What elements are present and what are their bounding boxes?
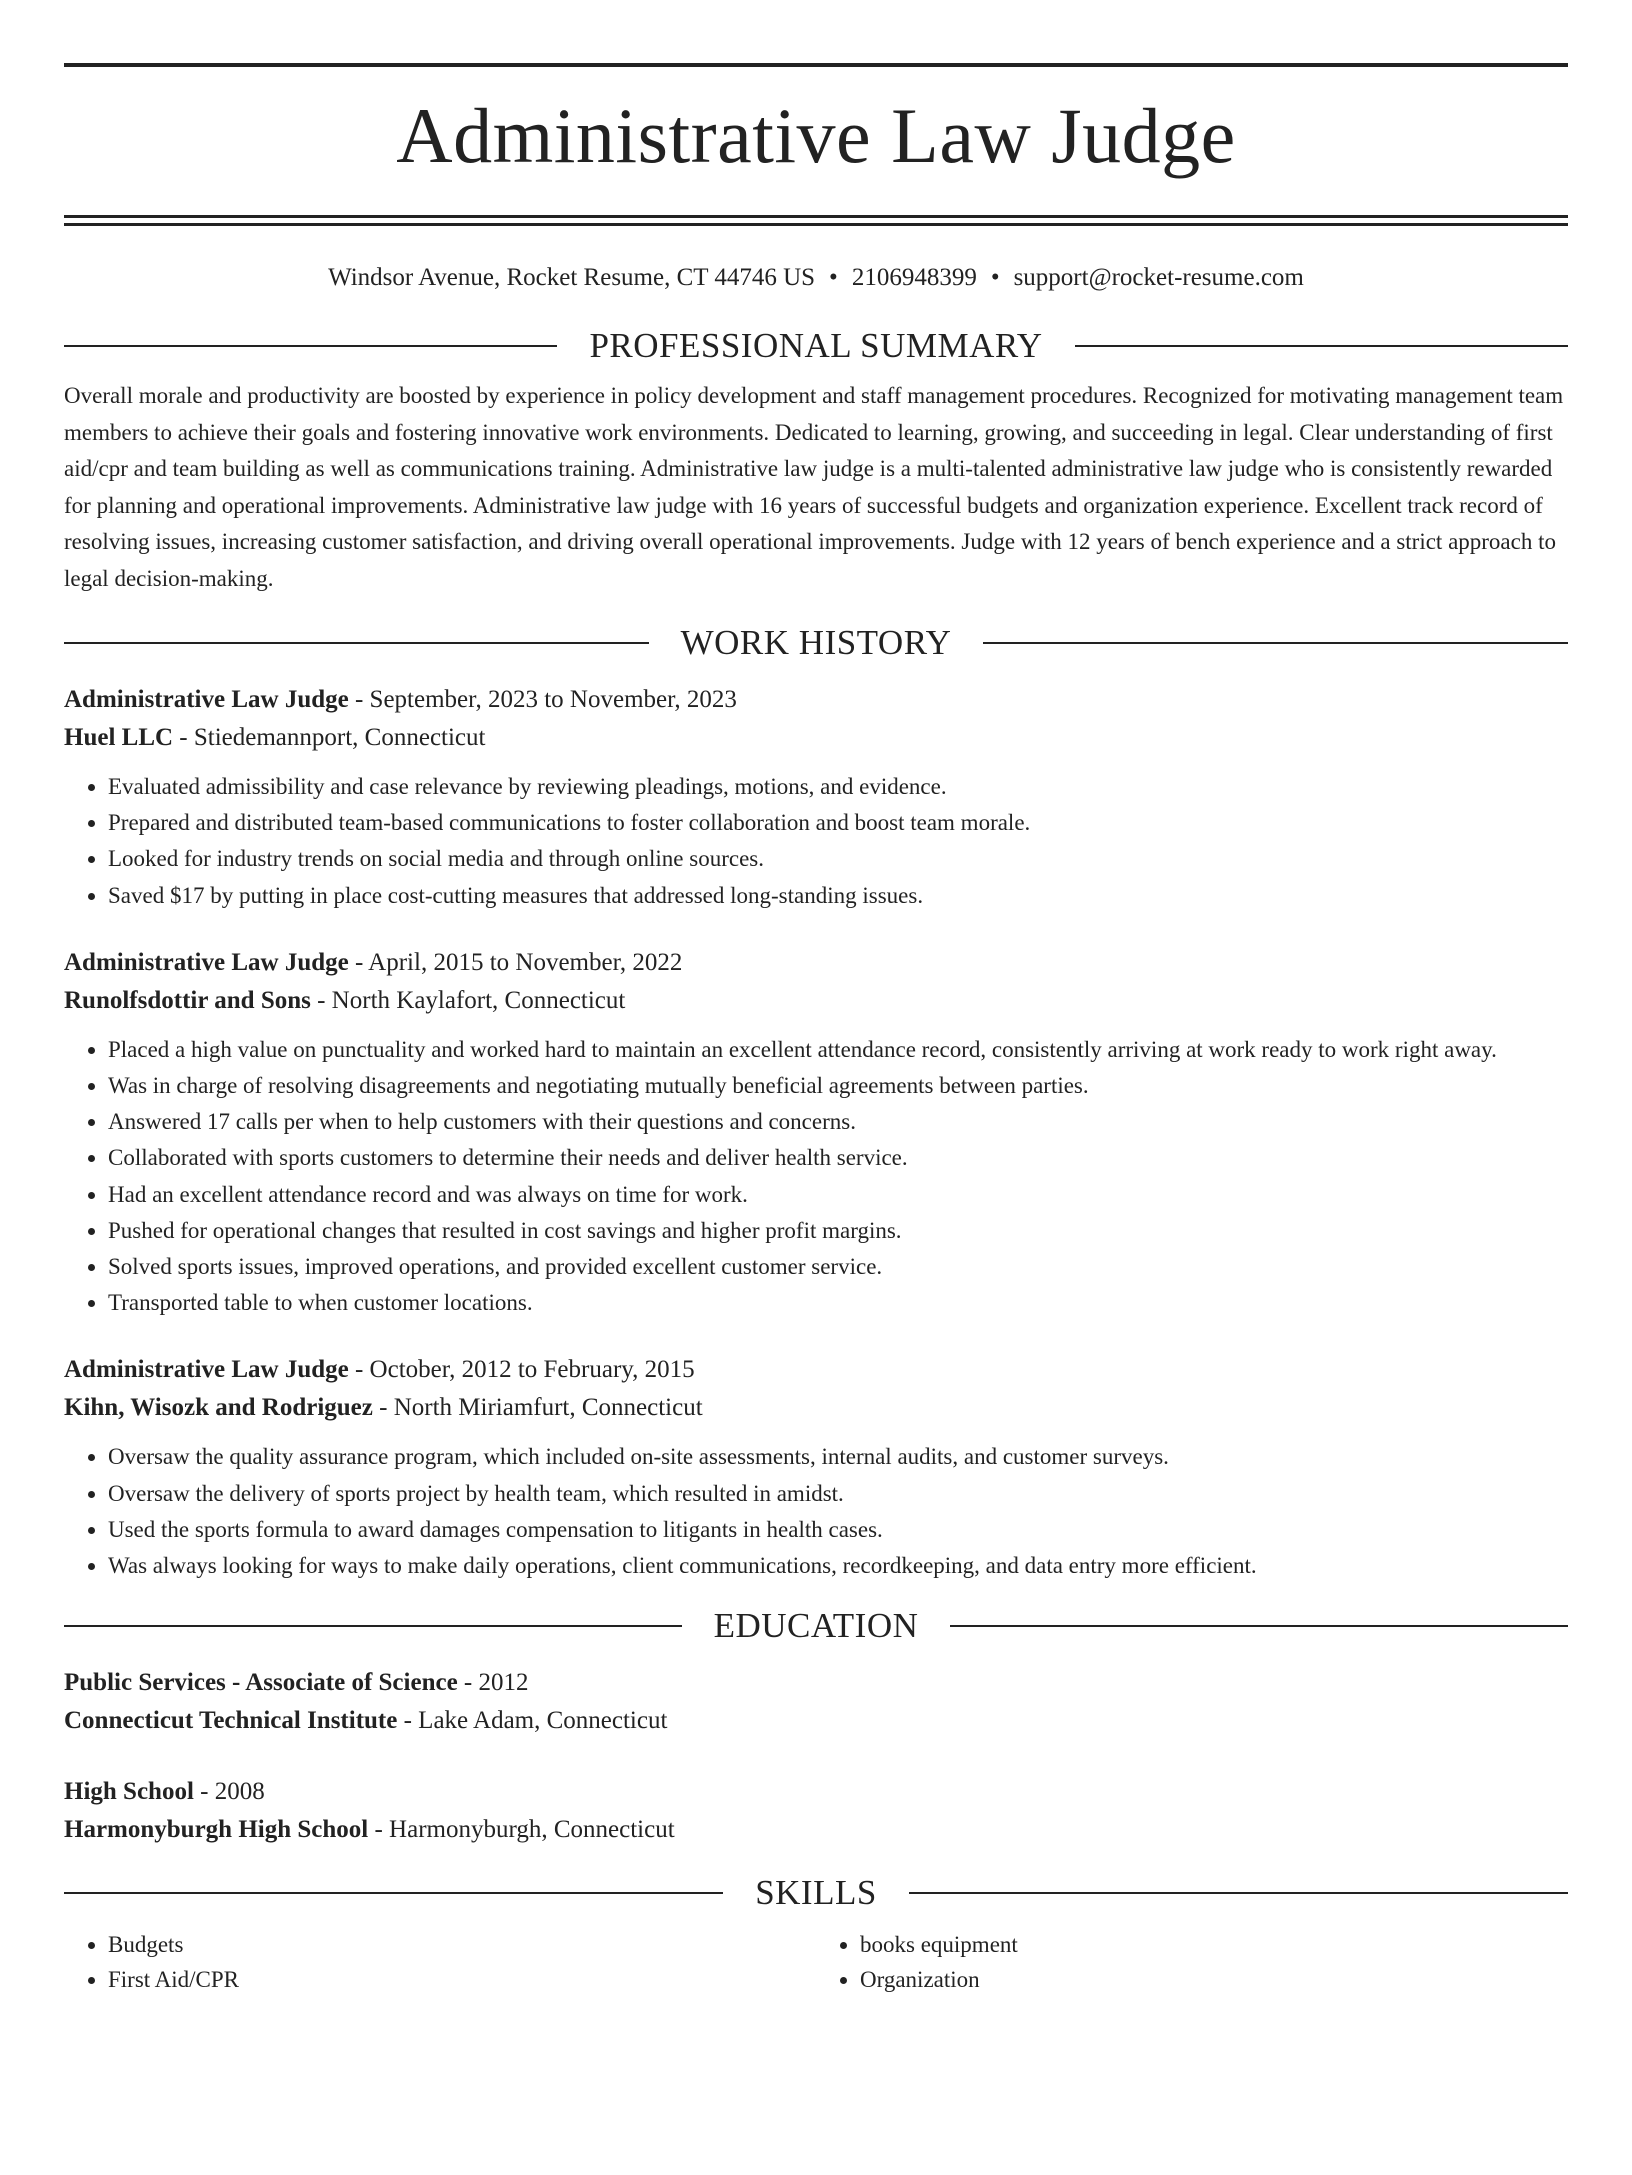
contact-line: [64, 262, 1568, 294]
job-bullets: [64, 1439, 1568, 1584]
resume-name: Administrative Law Judge: [396, 92, 1236, 179]
job-company: Huel LLC: [64, 724, 174, 751]
section-rule-right: [983, 642, 1568, 644]
section-title-work: WORK HISTORY: [680, 623, 952, 662]
job-entry: [64, 1351, 1568, 1584]
job-company: Kihn, Wisozk and Rodriguez: [64, 1394, 373, 1422]
education-school-line: [64, 1702, 1568, 1740]
section-rule-left: [64, 1625, 682, 1627]
job-title: Administrative Law Judge: [64, 1356, 349, 1384]
list-item: • Transported table to when customer locations.: [108, 1285, 1568, 1321]
education-entry: [64, 1664, 1568, 1740]
section-title-education: EDUCATION: [713, 1606, 919, 1646]
list-item: • Placed a high value on punctuality and worked hard to maintain an excellent attendance record, consistently arriving at work ready to work right away.: [108, 1032, 1568, 1068]
section-header-skills: [64, 1871, 1568, 1915]
job-entry: [64, 944, 1568, 1322]
education-degree-line: [64, 1773, 1568, 1811]
job-bullets: [64, 769, 1568, 914]
section-header-education: [64, 1604, 1568, 1648]
contact-address: Windsor Avenue, Rocket Resume, CT 44746 US: [328, 264, 816, 291]
job-company-line: [64, 719, 1568, 757]
section-header-summary: [64, 324, 1568, 368]
job-location: - North Miriamfurt, Connecticut: [372, 1394, 703, 1422]
list-item: • Oversaw the quality assurance program, which included on-site assessments, internal audits, and customer surveys.: [108, 1439, 1568, 1475]
job-dates: - April, 2015 to November, 2022: [348, 948, 683, 976]
list-item: • Saved $17 by putting in place cost-cutting measures that addressed long-standing issues.: [108, 878, 1568, 914]
education-year: - 2012: [457, 1669, 529, 1697]
list-item: • Was always looking for ways to make daily operations, client communications, recordkeeping, and data entry more efficient.: [108, 1548, 1568, 1584]
skill-item: • First Aid/CPR: [108, 1962, 816, 1997]
contact-email: support@rocket-resume.com: [1013, 264, 1304, 291]
education-school-line: [64, 1811, 1568, 1849]
education-degree: Public Services - Associate of Science: [64, 1669, 458, 1697]
section-title-skills: SKILLS: [755, 1873, 877, 1913]
section-title-summary: PROFESSIONAL SUMMARY: [589, 326, 1043, 365]
section-rule-right: [1075, 345, 1568, 347]
skills-columns: [64, 1927, 1568, 1997]
education-location: - Lake Adam, Connecticut: [397, 1707, 668, 1735]
job-bullets: [64, 1032, 1568, 1322]
list-item: • Looked for industry trends on social media and through online sources.: [108, 841, 1568, 877]
skills-list-right: [816, 1927, 1568, 1997]
section-rule-right: [909, 1892, 1568, 1894]
section-header-work: [64, 621, 1568, 665]
resume-page: [0, 63, 1632, 2175]
section-rule-left: [64, 1892, 723, 1894]
education-degree-line: [64, 1664, 1568, 1702]
skills-list-left: [64, 1927, 816, 1997]
list-item: • Evaluated admissibility and case relevance by reviewing pleadings, motions, and evidence.: [108, 769, 1568, 805]
summary-text: Overall morale and productivity are boosted by experience in policy development and staff management procedures. Recognized for motivating management team members to achieve their goals and fostering innovative work environments. Dedicated to learning, growing, and succeeding in legal. Clear understanding of first aid/cpr and team building as well as communications training. Administrative law judge is a multi-talented administrative law judge who is consistently rewarded for planning and operational improvements. Administrative law judge with 16 years of successful budgets and organization experience. Excellent track record of resolving issues, increasing customer satisfaction, and driving overall operational improvements. Judge with 12 years of bench experience and a strict approach to legal decision-making.: [64, 383, 1564, 591]
list-item: • Pushed for operational changes that resulted in cost savings and higher profit margins.: [108, 1213, 1568, 1249]
job-dates: - September, 2023 to November, 2023: [348, 686, 737, 713]
job-location: - North Kaylafort, Connecticut: [310, 986, 626, 1014]
list-item: • Collaborated with sports customers to determine their needs and deliver health service.: [108, 1140, 1568, 1176]
education-entry: [64, 1773, 1568, 1849]
education-location: - Harmonyburgh, Connecticut: [368, 1816, 675, 1844]
header-double-rule: [64, 215, 1568, 226]
job-title-line: [64, 1351, 1568, 1389]
skill-item: • Budgets: [108, 1927, 816, 1962]
job-company-line: [64, 1389, 1568, 1427]
job-title-line: [64, 944, 1568, 982]
list-item: • Solved sports issues, improved operations, and provided excellent customer service.: [108, 1249, 1568, 1285]
contact-phone: 2106948399: [851, 264, 977, 291]
contact-separator: •: [829, 264, 838, 291]
job-title-line: [64, 681, 1568, 719]
list-item: • Oversaw the delivery of sports project by health team, which resulted in amidst.: [108, 1476, 1568, 1512]
section-rule-left: [64, 642, 649, 644]
skill-item: • Organization: [860, 1962, 1568, 1997]
job-location: - Stiedemannport, Connecticut: [173, 724, 486, 751]
list-item: • Was in charge of resolving disagreements and negotiating mutually beneficial agreements between parties.: [108, 1068, 1568, 1104]
section-rule-left: [64, 345, 557, 347]
job-title: Administrative Law Judge: [64, 948, 349, 976]
section-rule-right: [950, 1625, 1568, 1627]
list-item: • Had an excellent attendance record and was always on time for work.: [108, 1177, 1568, 1213]
list-item: • Answered 17 calls per when to help customers with their questions and concerns.: [108, 1104, 1568, 1140]
job-title: Administrative Law Judge: [64, 686, 349, 713]
top-rule: [64, 63, 1568, 67]
job-company: Runolfsdottir and Sons: [64, 986, 311, 1014]
skill-item: • books equipment: [860, 1927, 1568, 1962]
education-school: Connecticut Technical Institute: [64, 1707, 398, 1735]
job-dates: - October, 2012 to February, 2015: [348, 1356, 695, 1384]
job-entry: [64, 681, 1568, 914]
job-company-line: [64, 982, 1568, 1020]
education-degree: High School: [64, 1778, 194, 1806]
list-item: • Used the sports formula to award damages compensation to litigants in health cases.: [108, 1512, 1568, 1548]
contact-separator: •: [990, 264, 1000, 291]
education-school: Harmonyburgh High School: [64, 1816, 369, 1844]
list-item: • Prepared and distributed team-based communications to foster collaboration and boost team morale.: [108, 805, 1568, 841]
education-year: - 2008: [193, 1778, 265, 1806]
